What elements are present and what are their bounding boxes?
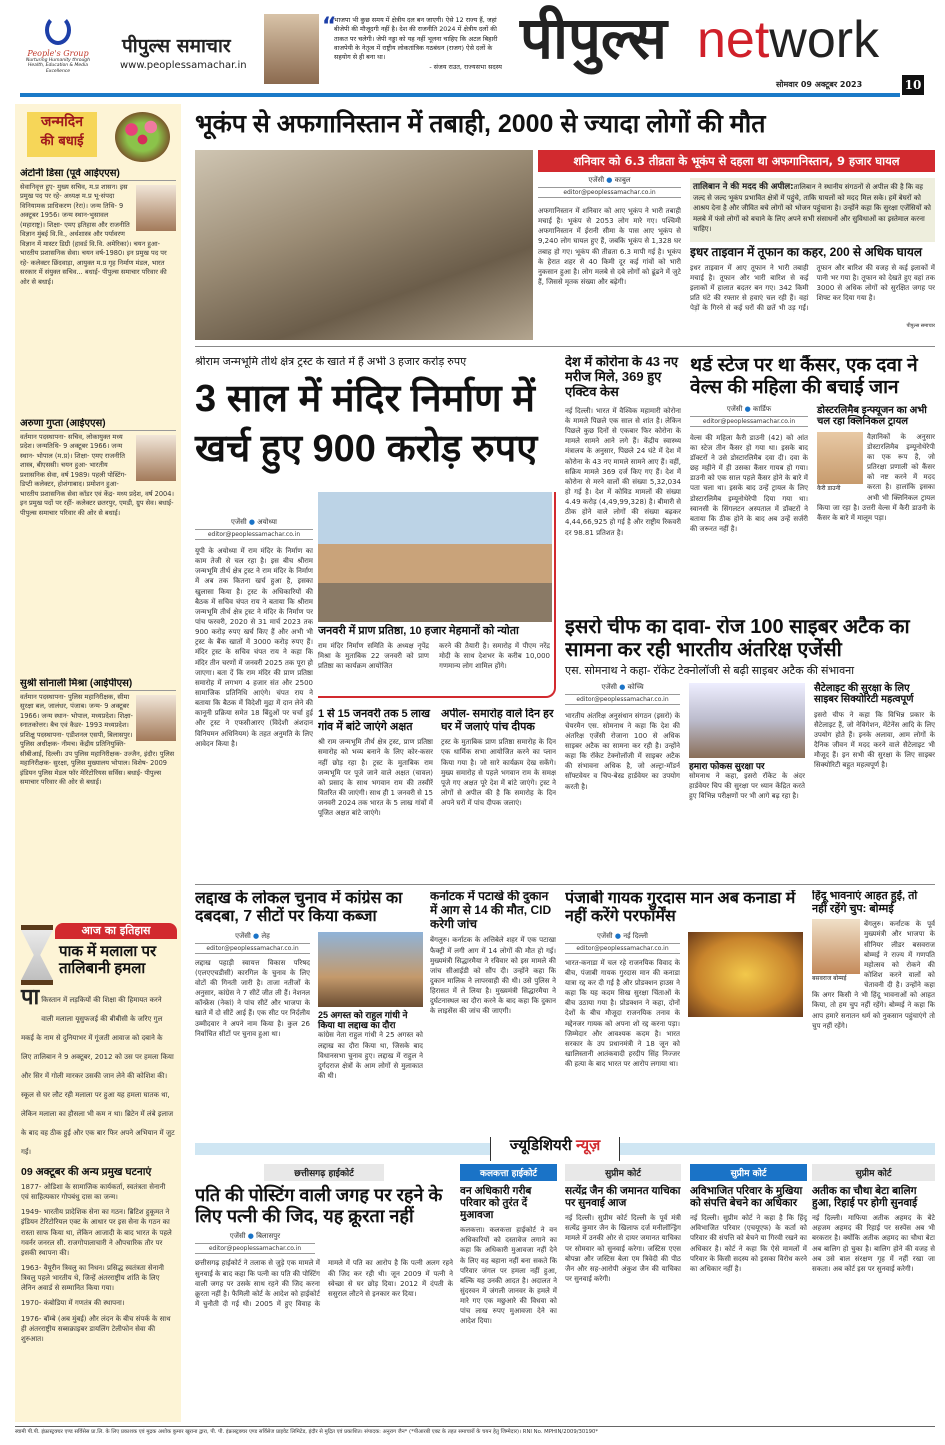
ladakh-article: एजेंसी ● लेह editor@peoplessamachar.co.in लद्दाख पहाड़ी स्वायत्त विकास परिषद (एलएएचडीसी) कारगिल के चुनाव के लिए वोटों की गिनती जारी है। ताजा नतीजों के अनुसार, कांग्रेस ने 7 सीटें जीत ली हैं। नेशनल कॉन्फ्रेंस (नेकां) ने पांच सीटें और भाजपा के खाते में दो सीटें आई हैं। एक सीट पर निर्दलीय उम्मीदवार ने अपने नाम किया है। कुल 26 निर्वाचित सीटों पर चुनाव हुआ था। xyxy=(195,931,310,1038)
events-list xyxy=(19,1182,177,1344)
punjabi-story xyxy=(565,890,805,1135)
isro-sub: सैटेलाइट की सुरक्षा के लिए साइबर सिक्योरिटी महत्वपूर्ण इसरो चीफ ने कहा कि विभिन्न प्रकार के सैटेलाइट हैं, जो नेविगेशन, मेंटेनेंस आदि के लिए उपयोग होते हैं। इनके अलावा, आम लोगों के दैनिक जीवन में मदद करने वाले सैटेलाइट भी मौजूद हैं। इन सभी की सुरक्षा के लिए साइबर सिक्योरिटी बहुत महत्वपूर्ण है। xyxy=(814,682,935,770)
isro-article: एजेंसी ● कोच्चि editor@peoplessamachar.co.in भारतीय अंतरिक्ष अनुसंधान संगठन (इसरो) के चेयरमैन एस. सोमनाथ ने कहा कि देश की अंतरिक्ष एजेंसी रोजाना 100 से अधिक साइबर अटैक का सामना कर रही है। उन्होंने कहा कि रॉकेट टेक्नोलॉजी में साइबर अटैक की संभावना अधिक है, जो अल्ट्रा-मॉडर्न सॉफ्टवेयर व चिप-बेस्ड हार्डवेयर का उपयोग करती है। xyxy=(565,682,680,791)
ram-headline-2: खर्च हुए 900 करोड़ रुपए xyxy=(195,428,538,470)
isro-subhead: एस. सोमनाथ ने कहा- रॉकेट टेक्नोलॉजी से बढ़ी साइबर अटैक की संभावना xyxy=(565,665,855,677)
judiciary-headline: वन अधिकारी गरीब परिवार को तुरंत दें मुआवजा xyxy=(460,1185,532,1222)
hindu-story: हिंदू भावनाएं आहत हुईं, तो नहीं रहेंगे चुप: बोम्मई बसवराज बोम्मई बेंगलुरु। कर्नाटक के पूर्व मुख्यमंत्री और भाजपा के सीनियर लीडर बसवराज बोम्मई ने राज्य में गणपति महोत्सव को रोकने की कोशिश करने वालों को चेतावनी दी है। उन्होंने कहा कि अगर किसी ने भी हिंदू भावनाओं को आहत किया, तो हम चुप नहीं रहेंगे। बोम्मई ने कहा कि आप हमारे सनातन धर्म को नुकसान पहुंचाएंगे तो चुप नहीं रहेंगे। xyxy=(812,890,935,1030)
court-tag: सुप्रीम कोर्ट xyxy=(565,1164,681,1181)
events-title: 09 अक्टूबर की अन्य प्रमुख घटनाएं xyxy=(21,1166,152,1178)
court-tag: सुप्रीम कोर्ट xyxy=(690,1164,807,1181)
issue-date: सोमवार 09 अक्टूबर 2023 xyxy=(776,80,863,89)
divider xyxy=(195,346,935,347)
history-label: आज का इतिहास xyxy=(55,923,177,939)
rahul-gandhi-photo xyxy=(318,932,423,1007)
history-body: पा किस्तान में लड़कियों की शिक्षा की हिमायत करने वाली मलाला यूसुफजई की बीबीसी के जरिए गुल मकई के नाम से दुनियाभर में गूंजती आवाज को दबाने के लिए तालिबान ने 9 अक्टूबर, 2012 को उस पर हमला किया और सिर में गोली मारकर उसकी जान लेने की कोशिश की। स्कूल से घर लौट रही मलाला पर हुआ यह हमला घातक था, लेकिन मलाला का हौसला भी कम न था। ब्रिटेन में लंबे इलाज के बाद वह ठीक हुई और एक बार फिर अपने अभियान में जुट गईं। xyxy=(21,987,175,1156)
birthday-list xyxy=(20,168,176,908)
history-section xyxy=(19,919,177,1349)
ram-sub1: 1 से 15 जनवरी तक 5 लाख गांव में बांटे जाएंगे अक्षत श्री राम जन्मभूमि तीर्थ क्षेत्र ट्रस्ट, प्राण प्रतिष्ठा समारोह को भव्य बनाने के लिए कोर-कसर नहीं छोड़ रहा है। ट्रस्ट के मुताबिक राम जन्मभूमि पर पूजे जाने वाले अक्षत (चावल) को प्रसाद के साथ भगवान राम की तस्वीरें वितरित की जाएंगी। साथ ही 1 जनवरी से 15 जनवरी 2024 तक भारत के 5 लाख गांवों में पूजित अक्षत बांटे जाएंगे। xyxy=(318,708,433,818)
gurdas-maan-photo xyxy=(688,932,803,1017)
header-rule xyxy=(20,93,900,97)
ram-sub2: अपील- समारोह वाले दिन हर घर में जलाएं पांच दीपक ट्रस्ट के मुताबिक प्राण प्रतिष्ठा समारोह के दिन एक धार्मिक सभा आयोजित करने का प्लान किया गया है। जो सारे कार्यक्रम देख सकेंगे। मुख्य समारोह से पहले भगवान राम के समक्ष पूजे गए अक्षत पूरे देश में बांटे जाएंगे। ट्रस्ट ने लोगों से अपील की है कि समारोह के दिन अपने घरों में पांच दीपक जलाएं। xyxy=(441,708,556,808)
judiciary-story: सुप्रीम कोर्ट सत्येंद्र जैन की जमानत याचिका पर सुनवाई आज नई दिल्ली। सुप्रीम कोर्ट दिल्ली के पूर्व मंत्री सत्येंद्र कुमार जैन के खिलाफ दर्ज मनीलॉन्ड्रिंग मामले में उनकी ओर से दायर जमानत याचिका पर सोमवार को सुनवाई करेगा। जस्टिस एएस बोपन्ना और जस्टिस बेला एम त्रिवेदी की पीठ जैन और सह-आरोपी अंकुश जैन की याचिका पर सुनवाई करेगी। xyxy=(565,1164,681,1422)
judiciary-headline: अतीक का चौथा बेटा बालिग हुआ, रिहाई पर होगी सुनवाई xyxy=(812,1185,918,1210)
history-header xyxy=(19,919,177,987)
cancer-story xyxy=(690,355,935,613)
page-number: 10 xyxy=(902,75,924,95)
credit: पीपुल्स समाचार xyxy=(906,322,935,329)
judiciary-headline: अविभाजित परिवार के मुखिया को संपत्ति बेचने का अधिकार xyxy=(690,1185,803,1210)
newspaper-title-network: network xyxy=(697,11,880,69)
person-photo xyxy=(136,435,176,481)
masthead xyxy=(0,0,945,100)
birthday-title: जन्मदिन की बधाई xyxy=(27,112,97,157)
earthquake-photo xyxy=(195,150,533,340)
event-item: 1963- वैयूरीन त्रिवलु का निधन। प्रसिद्ध स्वतंत्रता सेनानी त्रिवलु पहले भारतीय थे, जिन्हें अंतरराष्ट्रीय शांति के लिए लेनिन अवार्ड से सम्मानित किया गया। xyxy=(21,1264,164,1293)
cancer-headline: थर्ड स्टेज पर था कैंसर, एक दवा ने वेल्स की महिला की बचाई जान xyxy=(690,355,918,398)
flower-basket-icon xyxy=(115,112,170,162)
patient-photo-block: कैरी डाउनी xyxy=(817,432,863,492)
taiwan-headline: इधर ताइवान में तूफान का कहर, 200 से अधिक घायल xyxy=(690,245,922,259)
judiciary-story: सुप्रीम कोर्ट अतीक का चौथा बेटा बालिग हुआ, रिहाई पर होगी सुनवाई नई दिल्ली। माफिया अतीक अहमद के बेटे अहजम अहमद की रिहाई पर सस्पेंस अब भी बरकरार है। क्योंकि अतीक अहमद का चौथा बेटा अब बालिग हो चुका है। बालिग होने की वजह से अब उसे बाल संरक्षण गृह में नहीं रखा जा सकता। अब कोर्ट इस पर सुनवाई करेगी। xyxy=(812,1164,935,1422)
afghan-headline: भूकंप से अफगानिस्तान में तबाही, 2000 से ज्यादा लोगों की मौत xyxy=(195,110,766,138)
isro-headline: इसरो चीफ का दावा- रोज 100 साइबर अटैक का सामना कर रही भारतीय अंतरिक्ष एजेंसी xyxy=(565,616,910,661)
quote-icon: “ xyxy=(322,14,337,39)
judiciary-headline: पति की पोस्टिंग वाली जगह पर रहने के लिए पत्नी की जिद, यह क्रूरता नहीं xyxy=(195,1185,443,1226)
afghan-article: एजेंसी ● काबुल editor@peoplessamachar.co.in अफगानिस्तान में शनिवार को आए भूकंप ने भारी तबाही मचाई है। भूकंप से 2053 लोग मारे गए। पश्चिमी अफगानिस्तान में ईरानी सीमा के पास आए भूकंप से 9,240 लोग घायल हुए हैं, जबकि भूकंप से 1,328 घर तबाह हो गए। भूकंप की तीव्रता 6.3 मापी गई है। भूकंप के हेरात शहर से 40 किमी दूर कई गांवों को भारी नुकसान हुआ है। लोग मलबे से दबे लोगों को ढूंढने में जुटे हैं, जिससे मृतक संख्या और बढ़ेगी। xyxy=(538,176,681,286)
somnath-photo xyxy=(689,683,805,758)
court-tag: कलकत्ता हाईकोर्ट xyxy=(460,1164,557,1181)
isro-photo-block: हमारा फोकस सुरक्षा पर सोमनाथ ने कहा, इसरो रॉकेट के अंदर हार्डवेयर चिप की सुरक्षा पर ध्यान केंद्रित करते हुए विभिन्न परीक्षणों पर भी आगे बढ़ रहा है। xyxy=(689,683,805,802)
taliban-box: तालिबान ने की मदद की अपील:तालिबान ने स्थानीय संगठनों से अपील की है कि वह जल्द से जल्द भूकंप प्रभावित क्षेत्रों में पहुंचे, ताकि घायलों को मदद मिल सके। हमें बेघरों को आश्रय देना है और जीवित बचे लोगों को भोजन पहुंचाना है। उन्होंने कहा कि सुरक्षा एजेंसियों को मलबे में फंसे लोगों को बचाने के लिए अपने सभी संसाधनों और सुविधाओं का इस्तेमाल करना चाहिए। xyxy=(690,178,935,242)
ram-headline-1: 3 साल में मंदिर निर्माण में xyxy=(195,378,535,420)
birthday-person: अंटोनी डिसा (पूर्व आईएएस) सेवानिवृत्त हुए- मुख्य सचिव, म.प्र शासन। इस प्रमुख पद पर रहे- अध्यक्ष म.प्र भू-संपदा विनियामक प्राधिकरण (रेरा)। जन्म तिथि- 9 अक्टूबर 1956। जन्म स्थान-भुसावल (महाराष्ट्र)। शिक्षा- एमए इतिहास और राजनीति विज्ञान मुंबई वि.वि., अर्थशास्त्र और पर्यावरण विज्ञान में मास्टर डिग्री (हावर्ड वि.वि. अमेरिका)। चयन हुआ-भारतीय प्रशासनिक सेवा। चयन वर्ष-1980। इन प्रमुख पद पर रहे- कलेक्टर छिंदवाड़ा, आयुक्त म.प्र गृह निर्माण मंडल, भारत सरकार में संयुक्त सचिव... बधाई- पीपुल्स समाचार परिवार की ओर से बधाई। xyxy=(20,168,176,418)
divider xyxy=(195,884,935,885)
event-item: 1970- कंबोडिया में गणतंत्र की स्थापना। xyxy=(21,1299,125,1308)
isro-story xyxy=(565,616,935,880)
ladakh-story xyxy=(195,890,423,1135)
judiciary-story: कलकत्ता हाईकोर्ट वन अधिकारी गरीब परिवार को तुरंत दें मुआवजा कलकत्ता। कलकत्ता हाईकोर्ट ने वन अधिकारियों को दस्तावेज लगाने का कहा कि अधिकारी मुआवजा नहीं देने के लिए वह बहाना नहीं बना सकते कि परिवार जंगल पर हमला नहीं हुआ, बल्कि यह उनकी आदत है। अदालत ने सुंदरवन में जंगली जानवर के हमले में मारे गए एक मछुआरे की विधवा को पांच लाख रुपए मुआवजा देने का आदेश दिया। xyxy=(460,1164,557,1422)
ladakh-photo-block: 25 अगस्त को राहुल गांधी ने किया था लद्दाख का दौरा कांग्रेस नेता राहुल गांधी ने 25 अगस्त को लद्दाख का दौरा किया था, जिसके बाद विधानसभा चुनाव हुए। लद्दाख में राहुल ने दुर्गदराज क्षेत्रों के आम लोगों से मुलाकात की थी। xyxy=(318,932,423,1081)
event-item: 1976- बॉम्बे (अब मुंबई) और लंदन के बीच संपर्क के साथ ही अंतरराष्ट्रीय सब्सक्राइबर डायलिंग टेलीफोन सेवा की शुरुआत। xyxy=(21,1314,171,1343)
bommai-photo xyxy=(812,919,860,974)
sidebar xyxy=(15,104,181,1422)
ram-article: एजेंसी ● अयोध्या editor@peoplessamachar.co.in यूपी के अयोध्या में राम मंदिर के निर्माण का काम तेजी से चल रहा है। इस बीच श्रीराम जन्मभूमि तीर्थ क्षेत्र ट्रस्ट ने राम मंदिर के निर्माण में अब तक कितना खर्च हुआ है, इसका खुलासा किया है। ट्रस्ट के अधिकारियों की बैठक में सचिव चंपत राय ने बताया कि श्रीराम जन्मभूमि तीर्थ क्षेत्र ट्रस्ट ने मंदिर के निर्माण पर पांच फरवरी, 2020 से 31 मार्च 2023 तक 900 करोड़ रुपए खर्च किए हैं और अभी भी ट्रस्ट के बैंक खातों में 3000 करोड़ रुपए हैं। मंदिर ट्रस्ट के सचिव चंपत राय ने कहा कि मंदिर तीन चरणों में जनवरी 2025 तक पूरा हो जाएगा। बता दें कि राम मंदिर की प्राण प्रतिष्ठा समारोह में लगभग 4 हजार संत और 2500 सामाजिक प्रतिनिधि आएंगे। चंपत राय ने बताया कि बैठक में विदेशी मुद्रा में दान लेने की कानूनी प्रक्रिया समेत 18 बिंदुओं पर चर्चा हुई और ट्रस्ट ने एफसीआरए (विदेशी अंशदान विनियमन अधिनियम) के तहत अनुमति के लिए आवेदन किया है। xyxy=(195,518,313,748)
karnataka-story: कर्नाटक में पटाखे की दुकान में आग से 14 की मौत, CID करेगी जांच बेंगलुरु। कर्नाटक के अत्तिबेले शहर में एक पटाखा फैक्ट्री में लगी आग में 14 लोगों की मौत हो गई। मुख्यमंत्री सिद्धारमैया ने रविवार को इस मामले की जांच सीआईडी को सौंप दी। उन्होंने कहा कि दुकान मालिक ने लापरवाही की थी। उसे पुलिस ने हिरासत में ले लिया है। मुख्यमंत्री सिद्धारमैया ने दुर्घटनास्थल का दौरा करने के बाद कहा कि दुकान के लाइसेंस की जांच की जाएगी। xyxy=(430,890,556,1016)
quote-text: भाजपा भी कुछ समय में क्षेत्रीय दल बन जाएगी। ऐसे 12 राज्य हैं, जहां बीजेपी की मौजूदगी नहीं है। देश की राजनीति 2024 में क्षेत्रीय दलों की ताकत पर चलेगी। जेपी नड्डा को यह नहीं भूलना चाहिए कि अटल बिहारी वाजपेयी के नेतृत्व में राष्ट्रीय लोकतांत्रिक गठबंधन (राजग) ऐसे दलों के सहयोग से ही बना था। xyxy=(334,16,498,62)
court-tag: सुप्रीम कोर्ट xyxy=(812,1164,935,1181)
judiciary-headline: सत्येंद्र जैन की जमानत याचिका पर सुनवाई आज xyxy=(565,1185,681,1210)
judiciary-story: छत्तीसगढ़ हाईकोर्ट पति की पोस्टिंग वाली जगह पर रहने के लिए पत्नी की जिद, यह क्रूरता नहीं एजेंसी ● बिलासपुर editor@peoplessamachar.co.in छत्तीसगढ़ हाईकोर्ट ने तलाक से जुड़े एक मामले में सुनवाई के बाद कहा कि पत्नी का पति की पोस्टिंग वाली जगह पर उसके साथ रहने की जिद करना क्रूरता नहीं है। फैमिली कोर्ट के आदेश को हाईकोर्ट में चुनौती दी गई थी। 2005 में हुए विवाह के मामले में पति का आरोप है कि पत्नी अलग रहने की जिद कर रही थी। जून 2009 में पत्नी ने स्वेच्छा से घर छोड़ दिया। 2012 में दंपती के ससुराल लौटने से इनकार कर दिया। xyxy=(195,1164,453,1422)
cancer-sub: डोस्टरलिमैब इन्फ्यूजन का अभी चल रहा क्लिनिकल ट्रायल कैरी डाउनी वैज्ञानिकों के अनुसार डोस्टारलिमैब इम्यूनोथेरेपी का एक रूप है, जो प्रतिरक्षा प्रणाली को कैंसर को नष्ट करने में मदद करता है। हालांकि इसका अभी भी क्लिनिकल ट्रायल किया जा रहा है। उत्तरी वेल्स में कैरी डाउनी के कैंसर के बारे में मालूम पड़ा। xyxy=(817,404,935,522)
taiwan-text: इधर ताइवान में आए तूफान ने भारी तबाही मचाई है। तूफान और भारी बारिश से कई इलाकों में हालात बदतर बन गए। 342 किमी प्रति घंटे की रफ्तार से हवाएं चल रही हैं। वहां पेड़ों के गिरने से कई घरों की छतें भी उड़ गईं। तूफान और बारिश की वजह से कई इलाकों में पानी भर गया है। तूफान को देखते हुए वहां तक 3000 से अधिक लोगों को सुरक्षित जगह पर शिफ्ट कर दिया गया है। xyxy=(690,263,935,313)
ram-photo-box: जनवरी में प्राण प्रतिष्ठा, 10 हजार मेहमानों को न्योता राम मंदिर निर्माण समिति के अध्यक्ष नृपेंद्र मिश्रा के मुताबिक 22 जनवरी को प्राण प्रतिष्ठा का कार्यक्रम आयोजित करने की तैयारी है। समारोह में पीएम नरेंद्र मोदी के साथ देशभर के करीब 10,000 गणमान्य लोग शामिल होंगे। xyxy=(318,492,556,698)
birthday-person: सुश्री सोनाली मिश्रा (आईपीएस) वर्तमान पदस्थापना- पुलिस महानिरीक्षक, सीमा सुरक्षा बल, जालंधर, पंजाब। जन्म- 9 अक्टूबर 1966। जन्म स्थान- भोपाल, मध्यप्रदेश। शिक्षा- स्नातकोत्तर। बैच एवं कैडर- 1993 मध्यप्रदेश। प्रशिक्षु पदस्थापना- एडीशनल एसपी, बिलासपुर। पुलिस अधीक्षक- नीमच। केंद्रीय प्रतिनियुक्ति- सीबीआई, दिल्ली। उप पुलिस महानिरीक्षक- उज्जैन, इंदौर। पुलिस महानिरीक्षक- सुरक्षा, पुलिस मुख्यालय भोपाल। विशेष- 2009 इंडियन पुलिस मेडल फॉर मेरिटोरियस सर्विस। बधाई- पीपुल्स समाचार परिवार की ओर से बधाई। xyxy=(20,678,175,787)
judiciary-story: सुप्रीम कोर्ट अविभाजित परिवार के मुखिया को संपत्ति बेचने का अधिकार नई दिल्ली। सुप्रीम कोर्ट ने कहा है कि हिंदू अविभाजित परिवार (एचयूएफ) के कर्ता को परिवार की संपत्ति को बेचने या गिरवी रखने का अधिकार है। कोर्ट ने कहा कि ऐसे मामलों में परिवार के किसी सदस्य को इसका विरोध करने का अधिकार नहीं है। xyxy=(690,1164,807,1422)
footer: स्वामी पी.पी. इंफ्रास्ट्रक्चर एण्ड सर्विसेस प्रा.लि. के लिए प्रकाशक एवं मुद्रक अशोक कुमार खुराना द्वारा, पी. पी. इंफ्रास्ट्रक्चर एण्ड सर्विसेज प्राइवेट लिमिटेड, इंदौर से मुद्रित एवं प्रकाशित। संपादक: अनुराग जैन* (*पीआरबी एक्ट के तहत समाचारों के चयन हेतु जिम्मेदार)। RNI No. MPHIN/2009/30190* xyxy=(15,1426,935,1444)
person-photo xyxy=(136,695,176,741)
punjabi-headline: पंजाबी गायक गुरदास मान अब कनाडा में नहीं करेंगे परफॉर्मेंस xyxy=(565,890,796,926)
ram-kicker: श्रीराम जन्मभूमि तीर्थ क्षेत्र ट्रस्ट के खाते में हैं अभी 3 हजार करोड़ रुपए xyxy=(195,356,467,368)
logo-ring-icon xyxy=(45,15,71,45)
person-photo xyxy=(136,185,176,231)
quote-author-photo xyxy=(264,14,319,84)
temple-construction-photo xyxy=(318,492,552,622)
patient-photo xyxy=(817,432,863,484)
right-column-afghan xyxy=(690,178,935,340)
website-link[interactable]: www.peoplessamachar.in xyxy=(120,60,247,71)
corona-story: देश में कोरोना के 43 नए मरीज मिले, 369 हुए एक्टिव केस नई दिल्ली। भारत में वैश्विक महामारी कोरोना के मामले पिछले एक साल से शांत है। लेकिन पिछले कुछ दिनों से एकबार फिर कोरोना के मामले सामने आने लगे हैं। केंद्रीय स्वास्थ्य मंत्रालय के अनुसार, पिछले 24 घंटे में देश में कोरोना के 43 नए मामले सामने आए हैं। वहीं, सक्रिय मामले 369 दर्ज किए गए हैं। देश में कोरोना से मरने वालों की संख्या 5,32,034 हो गई है। देश में कोविड मामलों की संख्या 4.49 करोड़ (4,49,99,328) है। बीमारी से ठीक होने वाले लोगों की संख्या बढ़कर 4,44,66,925 हो गई है और राष्ट्रीय रिकवरी दर 98.81 प्रतिशत है। xyxy=(565,355,681,537)
judiciary-title: ज्यूडिशियरी न्यूज़ xyxy=(490,1137,620,1161)
birthday-person: अरुणा गुप्ता (आईएएस) वर्तमान पदस्थापना- सचिव, लोकायुक्त मध्य प्रदेश। जन्मतिथि- 9 अक्टूबर 1966। जन्म स्थान- भोपाल (म.प्र)। शिक्षा- एमए राजनीति शास्त्र, बीएससी। चयन हुआ- भारतीय प्रशासनिक सेवा, वर्ष 1989। पहली पोस्टिंग- डिप्टी कलेक्टर, होशंगाबाद। प्रमोशन हुआ- भारतीय प्रशासनिक सेवा कॉडर एवं केंद्र- मध्य प्रदेश, वर्ष 2004। इन प्रमुख पदों पर रहीं- कलेक्टर छतरपुर, एमडी, ग्रुप सेव। बधाई- पीपुल्स समाचार परिवार की ओर से बधाई। xyxy=(20,418,176,678)
court-tag: छत्तीसगढ़ हाईकोर्ट xyxy=(264,1164,384,1181)
event-item: 1877- ओडिशा के सामाजिक कार्यकर्ता, स्वतंत्रता सेनानी एवं साहित्यकार गोपबंधु दास का जन्म। xyxy=(21,1183,166,1202)
bommai-photo-block: बसवराज बोम्मई xyxy=(812,919,860,982)
history-headline: पाक में मलाला पर तालिबानी हमला xyxy=(59,943,157,978)
event-item: 1949- भारतीय प्रादेशिक सेना का गठन। ब्रिटिश हुकूमत ने इंडियन टेरिटोरियल एक्ट के आधार पर इस सेना के गठन का रास्ता साफ किया था, लेकिन आजादी के बाद भारत के पहले गवर्नर जनरल सी. राजगोपालाचारी ने औपचारिक तौर पर इसकी स्थापना की। xyxy=(21,1208,172,1257)
quote-author: - संजय राउत, राज्यसभा सदस्य xyxy=(429,63,502,72)
newspaper-title: पीपुल्स xyxy=(520,6,667,71)
hourglass-icon xyxy=(21,925,53,985)
peoples-group-logo: People's Group Nurturing Humanity through Health, Education & Media Excellence xyxy=(18,15,98,85)
cancer-article: एजेंसी ● कार्डिफ editor@peoplessamachar.co.in वेल्स की महिला कैरी डाउनी (42) को आंत का स्टेज तीन कैंसर हो गया था। इसके बाद डॉक्टरों ने उसे डोस्टारलिमैब दवा दी। दवा के छह महीने में ही उसका कैंसर गायब हो गया। डाउनी को एक साल पहले कैंसर होने के बारे में पता चला था। इसके बाद उन्हें ट्रायल के लिए डोस्टारलिमैब इम्यूनोथेरेपी दिया गया था। स्वानसी के सिंगलटन अस्पताल में डॉक्टरों ने बताया कि ठीक होने के बाद अब उन्हें सर्जरी की जरूरत नहीं है। xyxy=(690,404,808,533)
afghan-banner: शनिवार को 6.3 तीव्रता के भूकंप से दहला था अफगानिस्तान, 9 हजार घायल xyxy=(538,150,935,172)
samachar-logo: पीपुल्स समाचार xyxy=(122,35,231,57)
ladakh-headline: लद्दाख के लोकल चुनाव में कांग्रेस का दबदबा, 7 सीटों पर किया कब्जा xyxy=(195,890,403,926)
punjabi-article: एजेंसी ● नई दिल्ली editor@peoplessamachar.co.in भारत-कनाडा में चल रहे राजनयिक विवाद के बीच, पंजाबी गायक गुरदास मान की कनाडा यात्रा रद्द कर दी गई है और प्रोडक्शन हाउस ने कहा कि यह कदम सिख सुरक्षा चिंताओं के बीच उठाया गया है। प्रोडक्शन ने कहा, दोनों देशों के बीच मौजूदा राजनयिक तनाव के मद्देनजर गायक को अपना शो रद्द करना पड़ा। जिम्मेदार और आवश्यक कदम है। भारत सरकार के उप प्रधानमंत्री ने 18 जून को खालिस्तानी आतंकवादी हरदीप सिंह निज्जर की हत्या के बाद भारत पर आरोप लगाया था। xyxy=(565,931,680,1069)
quote-block xyxy=(334,16,502,71)
